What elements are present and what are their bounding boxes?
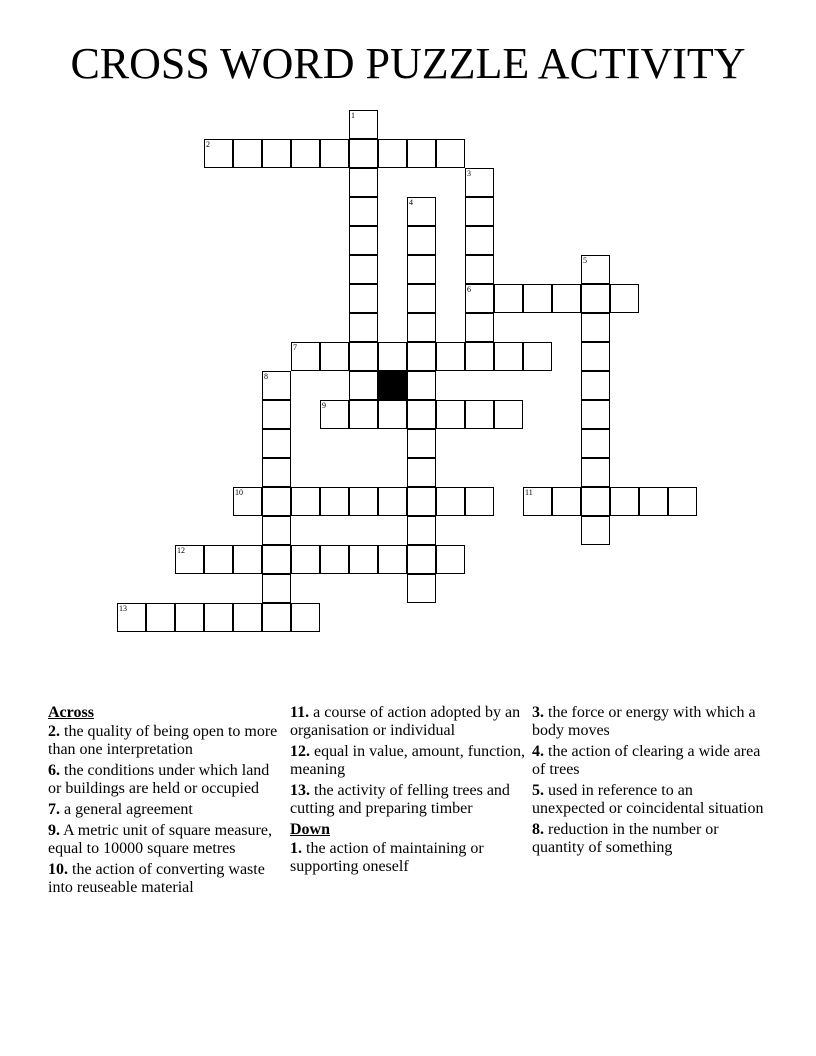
grid-cell[interactable] — [233, 487, 262, 516]
grid-cell[interactable] — [262, 574, 291, 603]
grid-cell[interactable] — [175, 545, 204, 574]
grid-cell[interactable] — [407, 429, 436, 458]
grid-cell[interactable] — [465, 284, 494, 313]
grid-cell[interactable] — [668, 487, 697, 516]
grid-cell[interactable] — [465, 400, 494, 429]
grid-cell[interactable] — [407, 226, 436, 255]
grid-cell[interactable] — [581, 400, 610, 429]
grid-cell[interactable] — [349, 371, 378, 400]
grid-cell[interactable] — [581, 342, 610, 371]
grid-cell[interactable] — [349, 284, 378, 313]
grid-cell[interactable] — [378, 400, 407, 429]
grid-cell[interactable] — [465, 168, 494, 197]
grid-cell[interactable] — [262, 429, 291, 458]
grid-cell[interactable] — [465, 487, 494, 516]
grid-cell[interactable] — [349, 168, 378, 197]
grid-cell[interactable] — [407, 371, 436, 400]
grid-cell[interactable] — [175, 603, 204, 632]
grid-cell[interactable] — [581, 487, 610, 516]
grid-cell[interactable] — [233, 545, 262, 574]
grid-cell[interactable] — [349, 139, 378, 168]
cell-number: 10 — [235, 488, 243, 497]
grid-cell[interactable] — [262, 139, 291, 168]
grid-cell[interactable] — [581, 429, 610, 458]
grid-cell[interactable] — [291, 487, 320, 516]
clue-across-6: 6. the conditions under which land or buildings are held or occupied — [48, 762, 270, 797]
cell-number: 11 — [525, 488, 533, 497]
grid-cell[interactable] — [407, 313, 436, 342]
grid-cell[interactable] — [204, 603, 233, 632]
grid-cell[interactable] — [407, 458, 436, 487]
grid-cell[interactable] — [146, 603, 175, 632]
clue-down-4: 4. the action of clearing a wide area of trees — [532, 743, 761, 778]
grid-cell[interactable] — [233, 139, 262, 168]
grid-cell[interactable] — [407, 284, 436, 313]
grid-cell[interactable] — [407, 487, 436, 516]
grid-cell[interactable] — [262, 458, 291, 487]
grid-cell[interactable] — [349, 545, 378, 574]
grid-cell[interactable] — [349, 342, 378, 371]
grid-cell[interactable] — [465, 226, 494, 255]
grid-cell[interactable] — [349, 255, 378, 284]
grid-cell[interactable] — [378, 139, 407, 168]
grid-cell[interactable] — [436, 545, 465, 574]
cell-number: 1 — [351, 111, 355, 120]
grid-cell[interactable] — [349, 226, 378, 255]
grid-cell[interactable] — [407, 516, 436, 545]
down-heading: Down — [290, 821, 331, 838]
grid-cell[interactable] — [465, 313, 494, 342]
grid-cell[interactable] — [407, 342, 436, 371]
clue-across-7: 7. a general agreement — [48, 801, 193, 818]
page-title: CROSS WORD PUZZLE ACTIVITY — [70, 39, 746, 88]
clue-down-1: 1. the action of maintaining or supporting oneself — [290, 840, 484, 875]
grid-cell[interactable] — [407, 545, 436, 574]
grid-cell[interactable] — [291, 139, 320, 168]
clue-across-2: 2. the quality of being open to more than one interpretation — [48, 723, 278, 758]
clues-column-2 — [290, 704, 526, 879]
cell-number: 8 — [264, 372, 268, 381]
grid-cell[interactable] — [494, 400, 523, 429]
clue-across-9: 9. A metric unit of square measure, equal to 10000 square metres — [48, 822, 272, 857]
grid-cell[interactable] — [436, 342, 465, 371]
grid-cell[interactable] — [581, 371, 610, 400]
grid-cell[interactable] — [523, 487, 552, 516]
grid-cell[interactable] — [523, 342, 552, 371]
grid-cell[interactable] — [320, 545, 349, 574]
clue-down-8: 8. reduction in the number or quantity of something — [532, 821, 719, 856]
grid-cell[interactable] — [262, 545, 291, 574]
grid-cell[interactable] — [552, 487, 581, 516]
grid-cell[interactable] — [204, 545, 233, 574]
clue-across-13: 13. the activity of felling trees and cutting and preparing timber — [290, 782, 510, 817]
grid-cell[interactable] — [349, 400, 378, 429]
across-heading: Across — [48, 704, 94, 721]
grid-cell[interactable] — [523, 284, 552, 313]
grid-cell[interactable] — [262, 371, 291, 400]
grid-cell[interactable] — [407, 574, 436, 603]
clues-column-3 — [532, 704, 768, 860]
cell-number: 3 — [467, 169, 471, 178]
black-cell — [378, 371, 407, 400]
grid-cell[interactable] — [349, 110, 378, 139]
grid-cell[interactable] — [610, 487, 639, 516]
grid-cell[interactable] — [465, 342, 494, 371]
grid-cell[interactable] — [465, 197, 494, 226]
grid-cell[interactable] — [436, 139, 465, 168]
clues-column-1 — [48, 704, 284, 900]
grid-cell[interactable] — [581, 255, 610, 284]
grid-cell[interactable] — [581, 313, 610, 342]
cell-number: 13 — [119, 604, 127, 613]
grid-cell[interactable] — [349, 197, 378, 226]
cell-number: 5 — [583, 256, 587, 265]
grid-cell[interactable] — [204, 139, 233, 168]
grid-cell[interactable] — [320, 342, 349, 371]
grid-cell[interactable] — [407, 400, 436, 429]
grid-cell[interactable] — [407, 139, 436, 168]
clue-across-12: 12. equal in value, amount, function, meaning — [290, 743, 526, 778]
grid-cell[interactable] — [378, 545, 407, 574]
grid-cell[interactable] — [320, 487, 349, 516]
grid-cell[interactable] — [378, 487, 407, 516]
cell-number: 4 — [409, 198, 413, 207]
grid-cell[interactable] — [262, 400, 291, 429]
grid-cell[interactable] — [320, 400, 349, 429]
grid-cell[interactable] — [610, 284, 639, 313]
grid-cell[interactable] — [581, 284, 610, 313]
grid-cell[interactable] — [349, 313, 378, 342]
grid-cell[interactable] — [291, 603, 320, 632]
grid-cell[interactable] — [262, 487, 291, 516]
clue-across-10: 10. the action of converting waste into reuseable material — [48, 861, 265, 896]
grid-cell[interactable] — [233, 603, 262, 632]
grid-cell[interactable] — [291, 342, 320, 371]
grid-cell[interactable] — [117, 603, 146, 632]
grid-cell[interactable] — [552, 284, 581, 313]
grid-cell[interactable] — [262, 516, 291, 545]
grid-cell[interactable] — [436, 400, 465, 429]
grid-cell[interactable] — [581, 516, 610, 545]
grid-cell[interactable] — [407, 197, 436, 226]
grid-cell[interactable] — [291, 545, 320, 574]
grid-cell[interactable] — [378, 342, 407, 371]
grid-cell[interactable] — [465, 255, 494, 284]
clue-down-5: 5. used in reference to an unexpected or coincidental situation — [532, 782, 764, 817]
grid-cell[interactable] — [320, 139, 349, 168]
grid-cell[interactable] — [494, 342, 523, 371]
cell-number: 12 — [177, 546, 185, 555]
grid-cell[interactable] — [639, 487, 668, 516]
grid-cell[interactable] — [262, 603, 291, 632]
grid-cell[interactable] — [494, 284, 523, 313]
grid-cell[interactable] — [349, 487, 378, 516]
grid-cell[interactable] — [436, 487, 465, 516]
clue-down-3: 3. the force or energy with which a body moves — [532, 704, 756, 739]
grid-cell[interactable] — [407, 255, 436, 284]
cell-number: 2 — [206, 140, 210, 149]
clue-across-11: 11. a course of action adopted by an organisation or individual — [290, 704, 521, 739]
cell-number: 7 — [293, 343, 297, 352]
cell-number: 6 — [467, 285, 471, 294]
cell-number: 9 — [322, 401, 326, 410]
grid-cell[interactable] — [581, 458, 610, 487]
